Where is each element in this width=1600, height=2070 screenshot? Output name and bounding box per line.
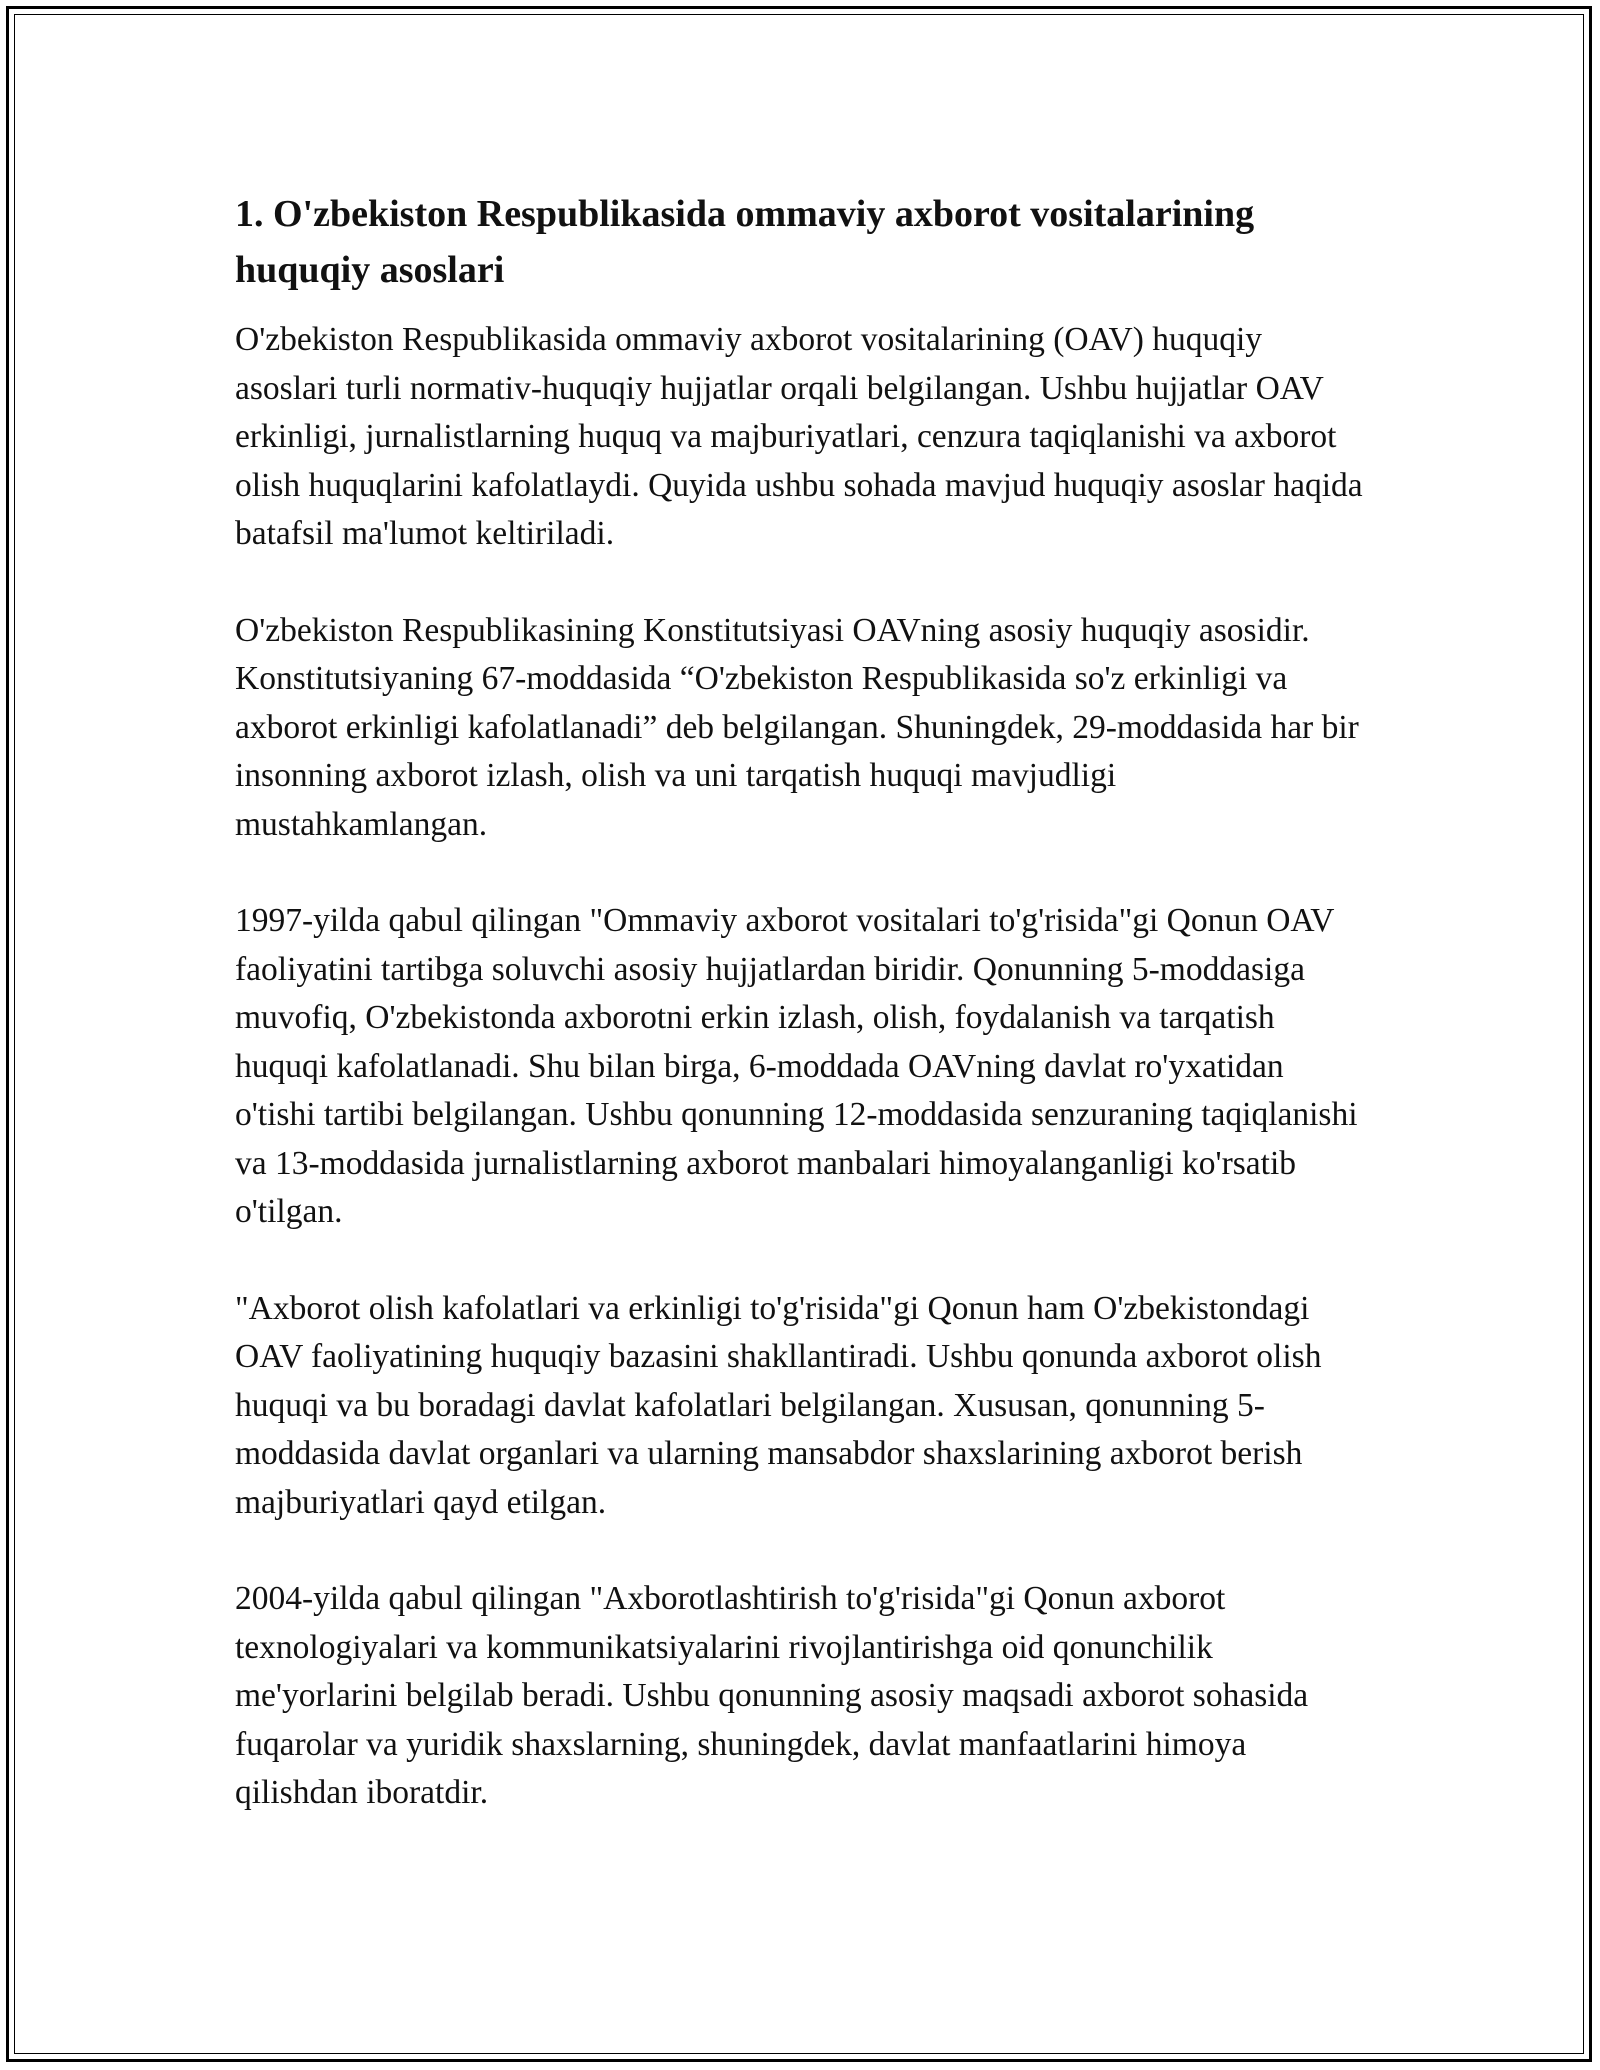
document-body bbox=[235, 186, 1370, 1866]
paragraph-mass-media-law: 1997-yilda qabul qilingan "Ommaviy axborot vositalari to'g'risida"gi Qonun OAV faoliyatini tartibga soluvchi asosiy hujjatlardan biridir. Qonunning 5-moddasiga muvofiq, O'zbekistonda axborotni erkin izlash, olish, foydalanish va tarqatish huquqi kafolatlanadi. Shu bilan birga, 6-moddada OAVning davlat ro'yxatidan o'tishi tartibi belgilangan. Ushbu qonunning 12-moddasida senzuraning taqiqlanishi va 13-moddasida jurnalistlarning axborot manbalari himoyalanganligi ko'rsatib o'tilgan. bbox=[235, 902, 1358, 1230]
paragraph-intro: O'zbekiston Respublikasida ommaviy axborot vositalarining (OAV) huquqiy asoslari turli normativ-huquqiy hujjatlar orqali belgilangan. Ushbu hujjatlar OAV erkinligi, jurnalistlarning huquq va majburiyatlari, cenzura taqiqlanishi va axborot olish huquqlarini kafolatlaydi. Quyida ushbu sohada mavjud huquqiy asoslar haqida batafsil ma'lumot keltiriladi. bbox=[235, 321, 1363, 552]
page-title: 1. O'zbekiston Respublikasida ommaviy axborot vositalarining huquqiy asoslari bbox=[235, 193, 1255, 291]
paragraph-information-access-law: "Axborot olish kafolatlari va erkinligi to'g'risida"gi Qonun ham O'zbekistondagi OAV faoliyatining huquqiy bazasini shakllantiradi. Ushbu qonunda axborot olish huquqi va bu boradagi davlat kafolatlari belgilangan. Xususan, qonunning 5-moddasida davlat organlari va ularning mansabdor shaxslarining axborot berish majburiyatlari qayd etilgan. bbox=[235, 1289, 1322, 1521]
paragraph-informatization-law: 2004-yilda qabul qilingan "Axborotlashtirish to'g'risida"gi Qonun axborot texnologiyalari va kommunikatsiyalarini rivojlantirishga oid qonunchilik me'yorlarini belgilab beradi. Ushbu qonunning asosiy maqsadi axborot sohasida fuqarolar va yuridik shaxslarning, shuningdek, davlat manfaatlarini himoya qilishdan iboratdir. bbox=[235, 1580, 1309, 1811]
paragraph-constitution: O'zbekiston Respublikasining Konstitutsiyasi OAVning asosiy huquqiy asosidir. Konstitutsiyaning 67-moddasida “O'zbekiston Respublikasida so'z erkinligi va axborot erkinligi kafolatlanadi” deb belgilangan. Shuningdek, 29-moddasida har bir insonning axborot izlash, olish va uni tarqatish huquqi mavjudligi mustahkamlangan. bbox=[235, 611, 1359, 843]
